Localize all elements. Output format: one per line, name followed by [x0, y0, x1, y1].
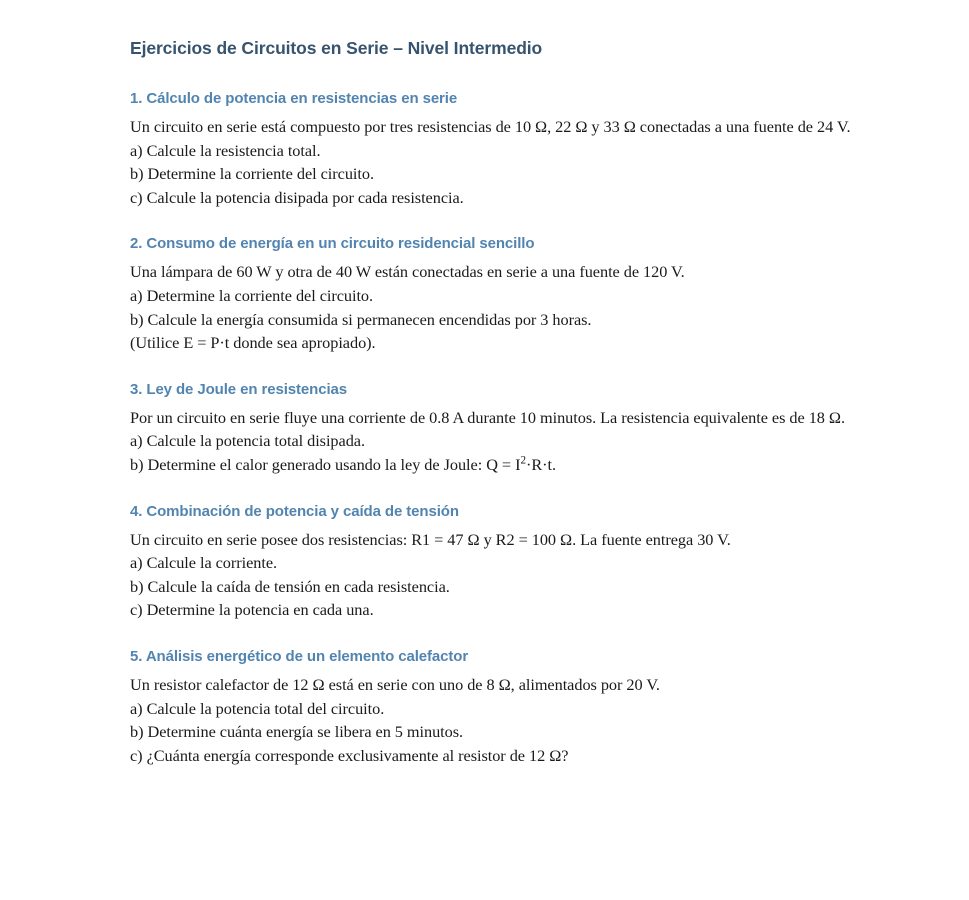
section-1-line-4: c) Calcule la potencia disipada por cada resistencia.: [130, 187, 464, 207]
exercise-section-1: [130, 88, 870, 209]
section-5-line-2: a) Calcule la potencia total del circuito.: [130, 698, 385, 718]
section-heading-4: 4. Combinación de potencia y caída de tensión: [130, 502, 459, 520]
section-2-line-2: a) Determine la corriente del circuito.: [130, 285, 374, 305]
section-2-line-1: Una lámpara de 60 W y otra de 40 W están conectadas en serie a una fuente de 120 V.: [130, 262, 685, 282]
exercise-section-2: [130, 233, 870, 354]
exercise-section-4: [130, 501, 870, 622]
section-heading-3: 3. Ley de Joule en resistencias: [130, 380, 348, 398]
exercise-section-5: [130, 646, 870, 767]
section-4-line-2: a) Calcule la corriente.: [130, 553, 278, 573]
section-heading-2: 2. Consumo de energía en un circuito residencial sencillo: [130, 235, 535, 253]
section-2-line-3: b) Calcule la energía consumida si permanecen encendidas por 3 horas.: [130, 309, 592, 329]
section-1-line-1: Un circuito en serie está compuesto por tres resistencias de 10 Ω, 22 Ω y 33 Ω conectadas a una fuente de 24 V.: [130, 117, 851, 136]
section-3-line-2: a) Calcule la potencia total disipada.: [130, 431, 365, 451]
section-5-line-4: c) ¿Cuánta energía corresponde exclusivamente al resistor de 12 Ω?: [130, 745, 569, 765]
section-5-line-1: Un resistor calefactor de 12 Ω está en serie con uno de 8 Ω, alimentados por 20 V.: [130, 674, 660, 694]
section-2-line-4: (Utilice E = P·t donde sea apropiado).: [130, 333, 376, 353]
section-1-line-2: a) Calcule la resistencia total.: [130, 140, 321, 160]
exercise-section-3: [130, 379, 870, 477]
section-heading-1: 1. Cálculo de potencia en resistencias en serie: [130, 90, 458, 107]
section-heading-5: 5. Análisis energético de un elemento calefactor: [130, 647, 469, 665]
section-3-line-3: b) Determine el calor generado usando la ley de Joule: $Q = I^2\cdot R\cdot t$.: [130, 454, 557, 474]
section-1-line-3: b) Determine la corriente del circuito.: [130, 164, 374, 184]
section-4-line-1: Un circuito en serie posee dos resistencias: R1 = 47 Ω y R2 = 100 Ω. La fuente entrega 30 V.: [130, 529, 731, 549]
section-4-line-4: c) Determine la potencia en cada una.: [130, 600, 374, 620]
section-4-line-3: b) Calcule la caída de tensión en cada resistencia.: [130, 576, 450, 596]
section-3-line-1: Por un circuito en serie fluye una corriente de 0.8 A durante 10 minutos. La resistencia equivalente es de 18 Ω.: [130, 407, 845, 427]
section-5-line-3: b) Determine cuánta energía se libera en 5 minutos.: [130, 722, 464, 742]
page-title: Ejercicios de Circuitos en Serie – Nivel Intermedio: [130, 38, 543, 58]
